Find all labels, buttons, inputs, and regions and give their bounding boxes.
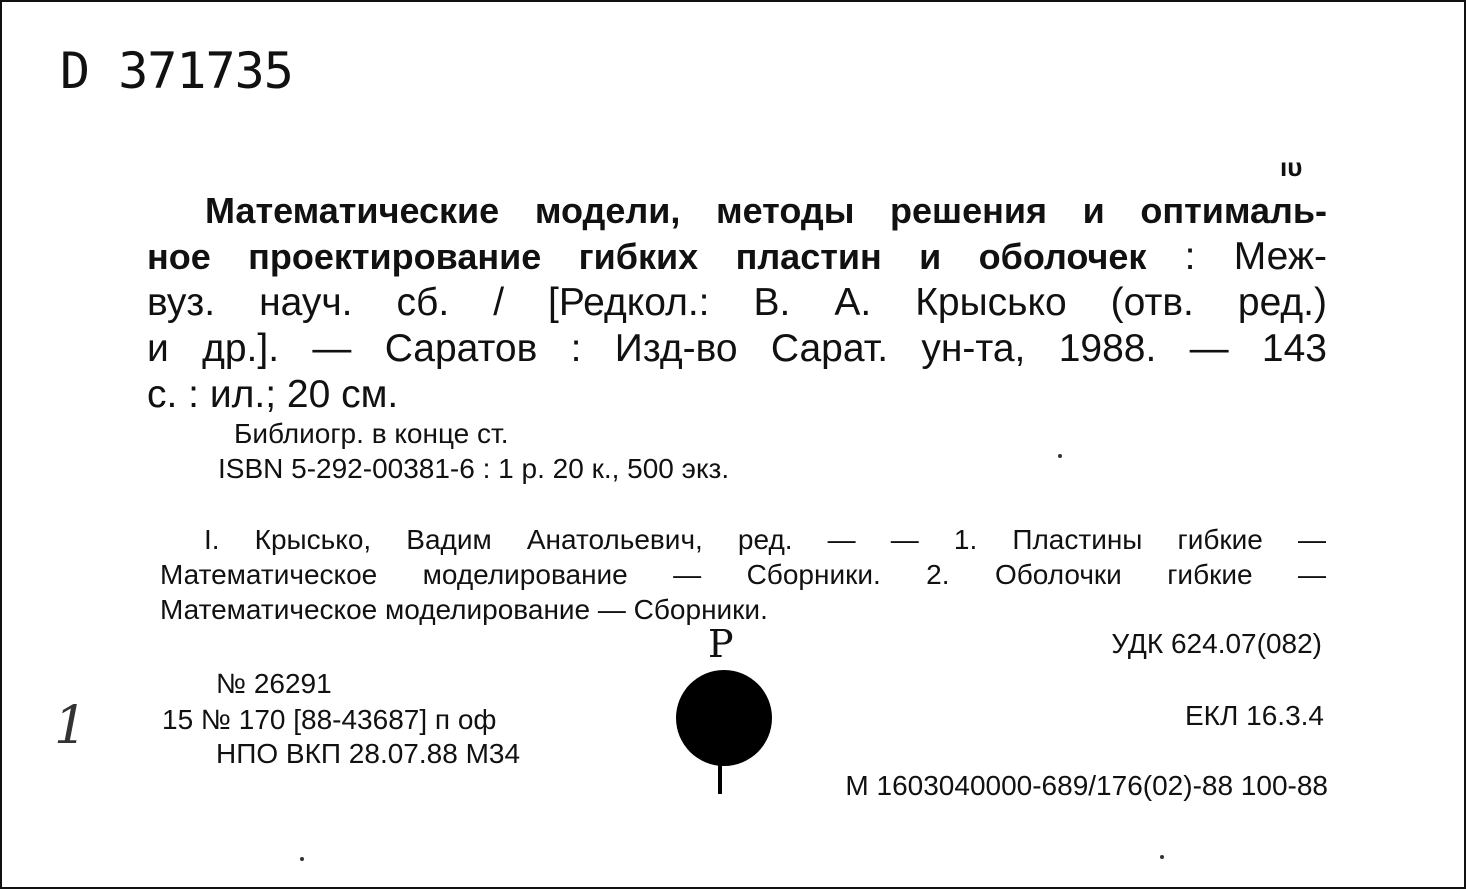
title-line-3: вуз. науч. сб. / [Редкол.: В. А. Крысько (отв. ред.): [147, 281, 1327, 324]
title-line-2: [147, 234, 1327, 280]
title-line-1: Математические модели, методы решения и оптималь-: [205, 190, 1327, 231]
title-line-2-bold: ное проектирование гибких пластин и оболочек: [147, 236, 1147, 277]
bibliographic-description: [147, 188, 1327, 418]
handwritten-copy-number: 1: [54, 696, 88, 756]
ekl-code: ЕКЛ 16.3.4: [1185, 700, 1324, 731]
subject-tracings: [160, 522, 1326, 627]
corner-mark: ıυ: [1280, 152, 1303, 182]
paper-speck: [1058, 454, 1062, 458]
handwritten-letter-mark: Р: [708, 622, 734, 666]
isbn-note: ISBN 5-292-00381-6 : 1 р. 20 к., 500 экз.: [218, 453, 730, 484]
tracing-line-2: Математическое моделирование — Сборники. 2. Оболочки гибкие —: [160, 559, 1326, 590]
tracing-line-1: I. Крысько, Вадим Анатольевич, ред. — — 1. Пластины гибкие —: [204, 524, 1326, 555]
library-stamp-tail: [718, 764, 722, 794]
order-code: М 1603040000-689/176(02)-88 100-88: [845, 770, 1328, 801]
title-line-5: с. : ил.; 20 см.: [147, 373, 399, 416]
print-info: 15 № 170 [88-43687] п оф: [162, 704, 497, 735]
tracing-line-3: Математическое моделирование — Сборники.: [160, 594, 768, 625]
udc-code: УДК 624.07(082): [1111, 628, 1322, 659]
title-line-2-rest: : Меж-: [1184, 235, 1327, 278]
title-line-4: и др.]. — Саратов : Изд-во Сарат. ун-та, 1988. — 143: [147, 327, 1327, 370]
bibliography-note: Библиогр. в конце ст.: [234, 418, 509, 449]
card-number: № 26291: [216, 668, 332, 699]
paper-speck: [300, 857, 304, 861]
paper-speck: [1160, 855, 1164, 859]
publisher-code: НПО ВКП 28.07.88 М34: [216, 738, 521, 769]
accession-number: D 371735: [60, 42, 293, 100]
library-stamp-dot: [676, 670, 772, 766]
